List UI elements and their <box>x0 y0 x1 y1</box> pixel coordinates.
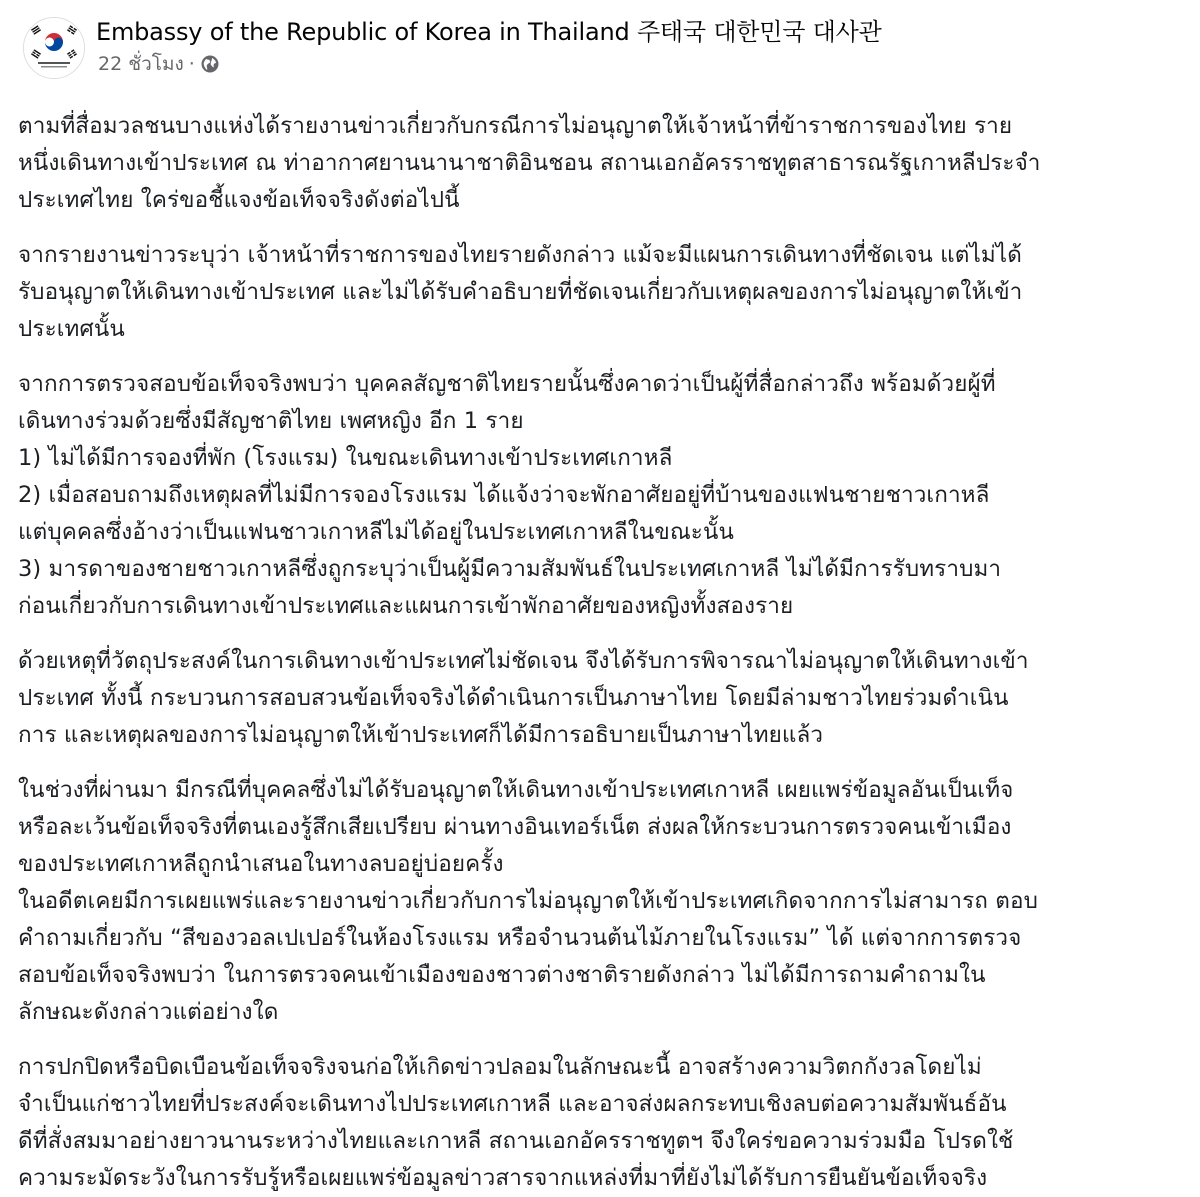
text-line: จากการตรวจสอบข้อเท็จจริงพบว่า บุคคลสัญชาติไทยรายนั้นซึ่งคาดว่าเป็นผู้ที่สื่อกล่าวถึง พร้อมด้วยผู้ที่ <box>18 371 996 397</box>
text-line: ตามที่สื่อมวลชนบางแห่งได้รายงานข่าวเกี่ยวกับกรณีการไม่อนุญาตให้เจ้าหน้าที่ข้าราชการของไทย ราย <box>18 113 1013 139</box>
text-line: ประเทศนั้น <box>18 316 125 342</box>
paragraph-5 <box>18 772 1182 1031</box>
text-line: แต่บุคคลซึ่งอ้างว่าเป็นแฟนชาวเกาหลีไม่ได้อยู่ในประเทศเกาหลีในขณะนั้น <box>18 519 734 545</box>
paragraph-3 <box>18 366 1182 625</box>
text-line: ความระมัดระวังในการรับรู้หรือเผยแพร่ข้อมูลข่าวสารจากแหล่งที่มาที่ยังไม่ได้รับการยืนยันข้อเท็จจริง <box>18 1165 988 1191</box>
paragraph-4 <box>18 643 1182 754</box>
text-line: เดินทางร่วมด้วยซึ่งมีสัญชาติไทย เพศหญิง อีก 1 ราย <box>18 408 524 434</box>
text-line: ประเทศ ทั้งนี้ กระบวนการสอบสวนข้อเท็จจริงได้ดำเนินการเป็นภาษาไทย โดยมีล่ามชาวไทยร่วมดำเนิน <box>18 685 1009 711</box>
paragraph-2 <box>18 237 1182 348</box>
globe-icon[interactable] <box>200 54 220 74</box>
text-line: จำเป็นแก่ชาวไทยที่ประสงค์จะเดินทางไปประเทศเกาหลี และอาจส่งผลกระทบเชิงลบต่อความสัมพันธ์อัน <box>18 1091 1007 1117</box>
page-author-name[interactable]: Embassy of the Republic of Korea in Thailand 주태국 대한민국 대사관 <box>96 18 882 46</box>
post-body <box>18 108 1182 1197</box>
meta-separator: · <box>188 53 195 75</box>
text-line: การปกปิดหรือบิดเบือนข้อเท็จจริงจนก่อให้เกิดข่าวปลอมในลักษณะนี้ อาจสร้างความวิตกกังวลโดยไม่ <box>18 1054 982 1080</box>
text-line: ดีที่สั่งสมมาอย่างยาวนานระหว่างไทยและเกาหลี สถานเอกอัครราชทูตฯ จึงใคร่ขอความร่วมมือ โปรดใช้ <box>18 1128 1014 1154</box>
embassy-avatar[interactable] <box>23 17 85 79</box>
text-line: คำถามเกี่ยวกับ “สีของวอลเปเปอร์ในห้องโรงแรม หรือจำนวนต้นไม้ภายในโรงแรม” ได้ แต่จากการตรวจ <box>18 925 1022 951</box>
text-line: ประเทศไทย ใคร่ขอชี้แจงข้อเท็จจริงดังต่อไปนี้ <box>18 187 460 213</box>
text-line: ลักษณะดังกล่าวแต่อย่างใด <box>18 999 279 1025</box>
list-item-2: 2) เมื่อสอบถามถึงเหตุผลที่ไม่มีการจองโรงแรม ได้แจ้งว่าจะพักอาศัยอยู่ที่บ้านของแฟนชายชาวเกาหลี <box>18 482 990 508</box>
text-line: หรือละเว้นข้อเท็จจริงที่ตนเองรู้สึกเสียเปรียบ ผ่านทางอินเทอร์เน็ต ส่งผลให้กระบวนการตรวจคนเข้าเมือง <box>18 814 1012 840</box>
list-item-1: 1) ไม่ได้มีการจองที่พัก (โรงแรม) ในขณะเดินทางเข้าประเทศเกาหลี <box>18 445 673 471</box>
paragraph-6 <box>18 1049 1182 1197</box>
paragraph-1 <box>18 108 1182 219</box>
post-meta <box>98 52 220 76</box>
text-line: ก่อนเกี่ยวกับการเดินทางเข้าประเทศและแผนการเข้าพักอาศัยของหญิงทั้งสองราย <box>18 593 794 619</box>
text-line: ของประเทศเกาหลีถูกนำเสนอในทางลบอยู่บ่อยครั้ง <box>18 851 504 877</box>
text-line: หนึ่งเดินทางเข้าประเทศ ณ ท่าอากาศยานนานาชาติอินชอน สถานเอกอัครราชทูตสาธารณรัฐเกาหลีประจำ <box>18 150 1041 176</box>
text-line: จากรายงานข่าวระบุว่า เจ้าหน้าที่ราชการของไทยรายดังกล่าว แม้จะมีแผนการเดินทางที่ชัดเจน แต่ไม่ได้ <box>18 242 1022 268</box>
text-line: ด้วยเหตุที่วัตถุประสงค์ในการเดินทางเข้าประเทศไม่ชัดเจน จึงได้รับการพิจารณาไม่อนุญาตให้เดินทางเข้า <box>18 648 1029 674</box>
korean-flag-logo-icon <box>24 18 84 78</box>
text-line: รับอนุญาตให้เดินทางเข้าประเทศ และไม่ได้รับคำอธิบายที่ชัดเจนเกี่ยวกับเหตุผลของการไม่อนุญาตให้เข้า <box>18 279 1023 305</box>
post-timestamp[interactable]: 22 ชั่วโมง <box>98 53 184 75</box>
list-item-3: 3) มารดาของชายชาวเกาหลีซึ่งถูกระบุว่าเป็นผู้มีความสัมพันธ์ในประเทศเกาหลี ไม่ได้มีการรับทราบมา <box>18 556 1002 582</box>
text-line: ในอดีตเคยมีการเผยแพร่และรายงานข่าวเกี่ยวกับการไม่อนุญาตให้เข้าประเทศเกิดจากการไม่สามารถ ตอบ <box>18 888 1038 914</box>
text-line: สอบข้อเท็จจริงพบว่า ในการตรวจคนเข้าเมืองของชาวต่างชาติรายดังกล่าว ไม่ได้มีการถามคำถามใน <box>18 962 986 988</box>
post-header <box>20 10 1180 90</box>
text-line: การ และเหตุผลของการไม่อนุญาตให้เข้าประเทศก็ได้มีการอธิบายเป็นภาษาไทยแล้ว <box>18 722 824 748</box>
text-line: ในช่วงที่ผ่านมา มีกรณีที่บุคคลซึ่งไม่ได้รับอนุญาตให้เดินทางเข้าประเทศเกาหลี เผยแพร่ข้อมูลอันเป็นเท็จ <box>18 777 1014 803</box>
